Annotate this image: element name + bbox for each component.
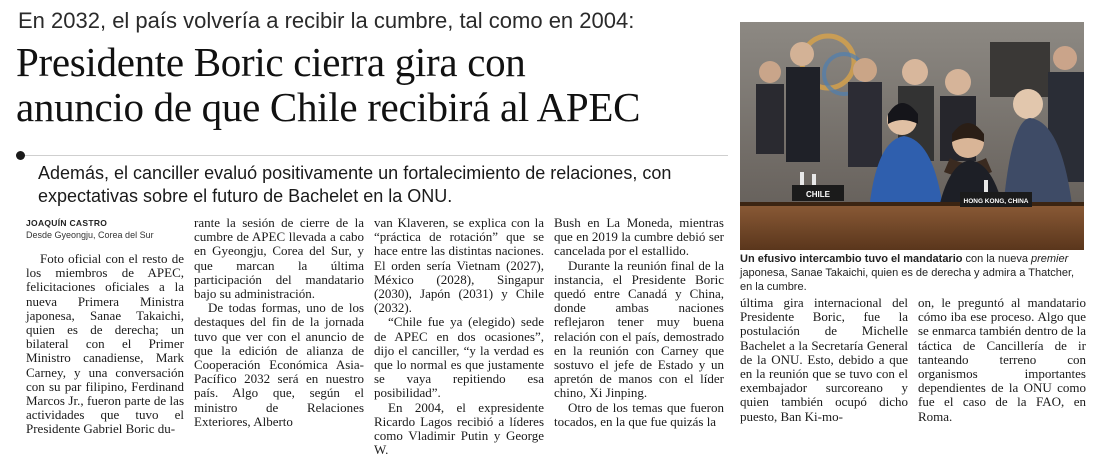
column-1 bbox=[26, 251, 184, 437]
separator-rule bbox=[18, 155, 728, 156]
column-5 bbox=[740, 295, 908, 424]
caption-text-a: con la nueva bbox=[962, 253, 1031, 265]
paragraph: última gira internacional del Presidente Boric, fue la postulación de Michelle Bachelet a la Secretaría General de la ONU. Esto, debido a que en la reunión que se tuvo con el exembajador surcoreano y quien también ocupó dicho puesto, Ban Ki-mo- bbox=[740, 295, 908, 424]
column-6 bbox=[918, 295, 1086, 424]
paragraph: Otro de los temas que fueron tocados, en la que fue quizás la bbox=[554, 399, 724, 429]
photo-caption bbox=[740, 252, 1086, 294]
caption-italic: premier bbox=[1031, 253, 1069, 265]
paragraph: Foto oficial con el resto de los miembros de APEC, felicitaciones oficiales a la nueva Primera Ministra japonesa, Sanae Takaichi, quien es de derecha; un bilateral con el Primer Ministro canadiense, Mark Carney, y una conversación con su par filipino, Ferdinand Marcos Jr., fueron parte de las actividades que tuvo el Presidente Gabriel Boric du- bbox=[26, 251, 184, 437]
paragraph: rante la sesión de cierre de la cumbre de APEC llevada a cabo en Gyeongju, Corea del Sur, y que marcan la última participación del mandatario bajo su administración. bbox=[194, 215, 364, 302]
placard-hong-kong: HONG KONG, CHINA bbox=[963, 198, 1029, 205]
headline-line-1: Presidente Boric cierra gira con bbox=[16, 39, 526, 85]
column-4 bbox=[554, 215, 724, 429]
paragraph: En 2004, el expresidente Ricardo Lagos recibió a líderes como Vladimir Putin y George W. bbox=[374, 399, 544, 457]
dateline: Desde Gyeongju, Corea del Sur bbox=[26, 230, 154, 240]
column-2 bbox=[194, 215, 364, 429]
placard-chile: CHILE bbox=[806, 190, 830, 199]
author: JOAQUÍN CASTRO bbox=[26, 218, 108, 228]
paragraph: Durante la reunión final de la instancia, el Presidente Boric quedó entre Canadá y China, donde ambas naciones reflejaron tener muy buena relación con el país, demostrado en la reunión con Carney que sostuvo el jefe de Estado y un apretón de manos con el líder chino, Xi Jinping. bbox=[554, 257, 724, 401]
headline-line-2: anuncio de que Chile recibirá al APEC bbox=[16, 84, 641, 130]
kicker: En 2032, el país volvería a recibir la cumbre, tal como en 2004: bbox=[18, 8, 635, 33]
deck-bullet-icon bbox=[16, 151, 25, 160]
column-3 bbox=[374, 215, 544, 457]
paragraph: van Klaveren, se explica con la “práctica de rotación” que se hace entre las distintas naciones. El orden sería Vietnam (2027), México (2028), Singapur (2030), Japón (2031) y Chile (2032). bbox=[374, 215, 544, 316]
news-photo bbox=[740, 22, 1084, 250]
caption-lead: Un efusivo intercambio tuvo el mandatario bbox=[740, 253, 963, 265]
paragraph: Bush en La Moneda, mientras que en 2019 la cumbre debió ser cancelada por el estallido. bbox=[554, 215, 724, 259]
paragraph: De todas formas, uno de los destaques del fin de la jornada tuvo que ver con el anuncio de que la edición de alianza de Cooperación Económica Asia-Pacífico 2032 será en nuestro país. Algo que, según el ministro de Relaciones Exteriores, Alberto bbox=[194, 300, 364, 429]
deck: Además, el canciller evaluó positivamente un fortalecimiento de relaciones, con expectativas sobre el futuro de Bachelet en la ONU. bbox=[38, 163, 672, 206]
byline bbox=[26, 218, 186, 240]
photo-illustration bbox=[740, 22, 1084, 250]
paragraph: on, le preguntó al mandatario cómo iba ese proceso. Algo que se enmarca también dentro de la táctica de Cancillería de ir tanteando terreno con organismos importantes dependientes de la ONU como fue el caso de la FAO, en Roma. bbox=[918, 295, 1086, 424]
paragraph: “Chile fue ya (elegido) sede de APEC en dos ocasiones”, dijo el canciller, “y la verdad es que lo normal es que justamente se vaya repitiendo esa posibilidad”. bbox=[374, 314, 544, 401]
caption-text-b: japonesa, Sanae Takaichi, quien es de derecha y admira a Thatcher, en la cumbre. bbox=[740, 267, 1075, 293]
headline bbox=[16, 40, 731, 130]
